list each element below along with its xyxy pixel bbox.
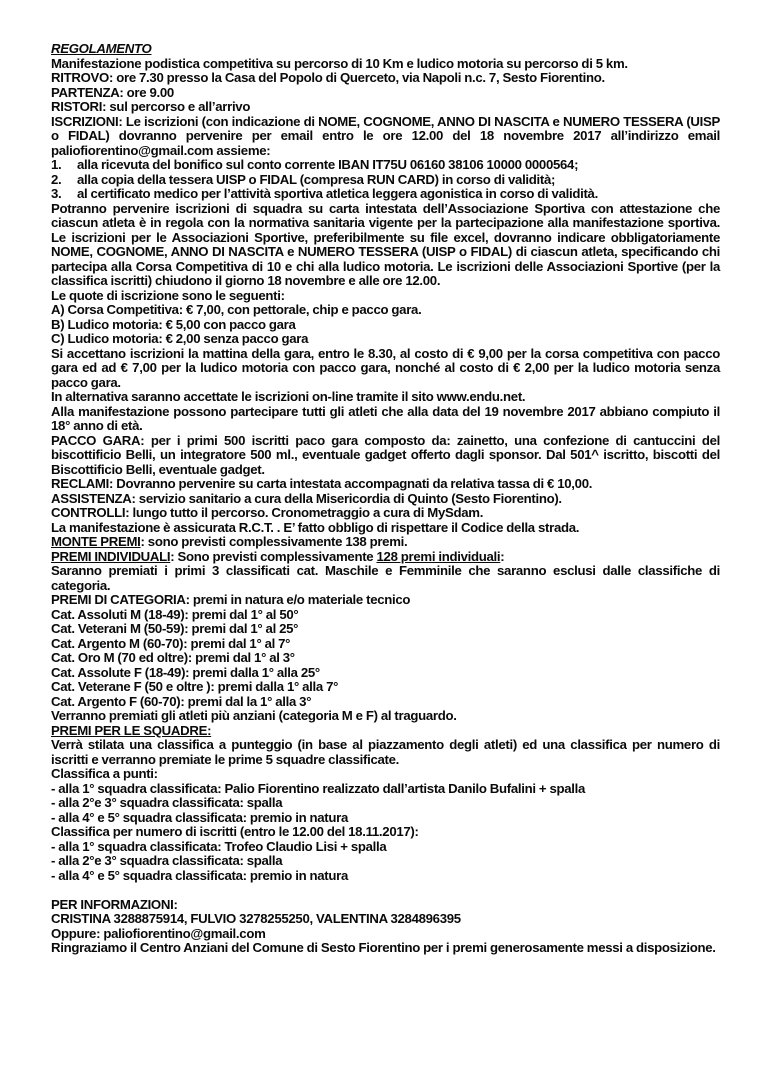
paragraph [51, 115, 720, 159]
paragraph [51, 289, 720, 304]
text-run: alla ricevuta del bonifico sul conto corrente IBAN IT75U 06160 38106 10000 0000564; [77, 157, 579, 172]
list-item [51, 158, 720, 173]
paragraph [51, 854, 720, 869]
text-run: Ringraziamo il Centro Anziani del Comune di Sesto Fiorentino per i premi generosamente messi a disposizione. [51, 940, 716, 955]
document-body [51, 57, 720, 956]
paragraph [51, 550, 720, 565]
paragraph [51, 434, 720, 478]
text-run: Classifica a punti: [51, 766, 158, 781]
text-run: Cat. Argento M (60-70): premi dal 1° al 7° [51, 635, 291, 651]
text-run: : sono previsti complessivamente 138 premi. [140, 534, 408, 549]
paragraph [51, 709, 720, 724]
list-marker: 3. [51, 186, 62, 201]
text-run: - alla 4° e 5° squadra classificata: premio in natura [51, 809, 349, 825]
paragraph [51, 927, 720, 942]
text-run: Classifica per numero di iscritti (entro le 12.00 del 18.11.2017): [51, 824, 419, 839]
text-run: : Sono previsti complessivamente [170, 548, 377, 564]
paragraph [51, 347, 720, 391]
paragraph [51, 637, 720, 652]
text-run: C) Ludico motoria: € 2,00 senza pacco gara [51, 331, 309, 346]
text-run: Verrà stilata una classifica a punteggio (in base al piazzamento degli atleti) ed una classifica per numero di iscritti e verranno premiate le prime 5 squadre classificate. [51, 737, 720, 767]
underlined-text: MONTE PREMI [51, 534, 141, 549]
paragraph [51, 941, 720, 956]
paragraph [51, 898, 720, 913]
text-run: Cat. Oro M (70 ed oltre): premi dal 1° al 3° [51, 650, 295, 665]
paragraph [51, 651, 720, 666]
underlined-text: 128 premi individuali [376, 548, 501, 564]
paragraph [51, 738, 720, 767]
text-run: Cat. Argento F (60-70): premi dal la 1° alla 3° [51, 693, 312, 709]
text-run: Oppure: paliofiorentino@gmail.com [51, 925, 266, 941]
paragraph [51, 608, 720, 623]
text-run: - alla 1° squadra classificata: Palio Fiorentino realizzato dall’artista Danilo Bufalini + spalla [51, 780, 586, 796]
list-marker: 1. [51, 157, 62, 172]
text-run: Potranno pervenire iscrizioni di squadra su carta intestata dell’Associazione Sportiva con attestazione che ciascun atleta è in regola con la normativa sanitaria vigente per la partecipazione alla manifestazione sportiva. Le iscrizioni per le Associazioni Sportive, preferibilmente su file excel, dovranno indicare obbligatoriamente NOME, COGNOME, ANNO DI NASCITA e NUMERO TESSERA (UISP o FIDAL) di ciascun atleta, specificando chi partecipa alla Corsa Competitiva di 10 e chi alla ludico motoria. Le iscrizioni delle Associazioni Sportive (per la classifica iscritti) chiudono il giorno 18 novembre e alle ore 12.00. [51, 200, 720, 288]
text-run: Cat. Veterane F (50 e oltre ): premi dalla 1° alla 7° [51, 679, 339, 694]
paragraph [51, 202, 720, 289]
text-run: La manifestazione è assicurata R.C.T. . E’ fatto obbligo di rispettare il Codice della strada. [51, 519, 580, 535]
paragraph [51, 782, 720, 797]
text-run: ISCRIZIONI: Le iscrizioni (con indicazione di NOME, COGNOME, ANNO DI NASCITA e NUMERO TESSERA (UISP o FIDAL) dovranno pervenire per email entro le ore 12.00 del 18 novembre 2017 all’indirizzo email paliofiorentino@gmail.com assieme: [51, 113, 720, 158]
text-run: alla copia della tessera UISP o FIDAL (compresa RUN CARD) in corso di validità; [77, 171, 556, 187]
list-item-text [77, 187, 720, 202]
paragraph [51, 680, 720, 695]
paragraph [51, 811, 720, 826]
text-run: Verranno premiati gli atleti più anziani (categoria M e F) al traguardo. [51, 708, 457, 723]
list-item [51, 187, 720, 202]
blank-line [51, 883, 720, 898]
text-run: RECLAMI: Dovranno pervenire su carta intestata accompagnati da relativa tassa di € 10,00. [51, 476, 593, 491]
document-content [51, 42, 720, 956]
text-run: Cat. Veterani M (50-59): premi dal 1° al 25° [51, 621, 299, 636]
text-run: PARTENZA: ore 9.00 [51, 84, 174, 100]
text-run: PREMI DI CATEGORIA: premi in natura e/o materiale tecnico [51, 592, 411, 607]
paragraph [51, 840, 720, 855]
paragraph [51, 869, 720, 884]
text-run: Si accettano iscrizioni la mattina della gara, entro le 8.30, al costo di € 9,00 per la corsa competitiva con pacco gara ed ad € 7,00 per la ludico motoria con pacco gara, nonché al costo di € 2,00 per la ludico motoria senza pacco gara. [51, 345, 720, 390]
text-run: Cat. Assolute F (18-49): premi dalla 1° alla 25° [51, 664, 320, 680]
paragraph [51, 86, 720, 101]
text-run: - alla 4° e 5° squadra classificata: premio in natura [51, 867, 349, 883]
paragraph [51, 796, 720, 811]
paragraph [51, 506, 720, 521]
text-run: al certificato medico per l’attività sportiva atletica leggera agonistica in corso di validità. [77, 186, 598, 201]
text-run: Alla manifestazione possono partecipare tutti gli atleti che alla data del 19 novembre 2017 abbiano compiuto il 18° anno di età. [51, 403, 720, 433]
paragraph [51, 390, 720, 405]
paragraph [51, 912, 720, 927]
text-run: - alla 2°e 3° squadra classificata: spalla [51, 853, 283, 868]
paragraph [51, 477, 720, 492]
paragraph [51, 666, 720, 681]
text-run: CRISTINA 3288875914, FULVIO 3278255250, VALENTINA 3284896395 [51, 911, 461, 926]
text-run: PACCO GARA: per i primi 500 iscritti paco gara composto da: zainetto, una confezione di cantuccini del biscottificio Belli, un integratore 500 ml., eventuale gadget offerto dagli sponsor. Dal 501^ iscritto, biscotti del Biscottificio Belli, eventuale gadget. [51, 432, 720, 477]
text-run: Cat. Assoluti M (18-49): premi dal 1° al 50° [51, 606, 299, 622]
paragraph [51, 767, 720, 782]
text-run: Saranno premiati i primi 3 classificati cat. Maschile e Femminile che saranno esclusi dalle classifiche di categoria. [51, 563, 720, 593]
list-item-text [77, 158, 720, 173]
text-run: CONTROLLI: lungo tutto il percorso. Cronometraggio a cura di MySdam. [51, 505, 484, 520]
paragraph [51, 57, 720, 72]
text-run: RITROVO: ore 7.30 presso la Casa del Popolo di Querceto, via Napoli n.c. 7, Sesto Fiorentino. [51, 70, 605, 85]
paragraph [51, 100, 720, 115]
underlined-text: PREMI INDIVIDUALI [51, 548, 171, 564]
text-run: - alla 1° squadra classificata: Trofeo Claudio Lisi + spalla [51, 838, 387, 854]
text-run: Manifestazione podistica competitiva su percorso di 10 Km e ludico motoria su percorso di 5 km. [51, 55, 628, 71]
paragraph [51, 593, 720, 608]
paragraph [51, 303, 720, 318]
paragraph [51, 318, 720, 333]
list-item-text [77, 173, 720, 188]
paragraph [51, 564, 720, 593]
paragraph [51, 724, 720, 739]
paragraph [51, 71, 720, 86]
paragraph [51, 695, 720, 710]
text-run: In alternativa saranno accettate le iscrizioni on-line tramite il sito www.endu.net. [51, 389, 526, 404]
paragraph [51, 405, 720, 434]
text-run: RISTORI: sul percorso e all’arrivo [51, 99, 251, 114]
list-marker: 2. [51, 171, 62, 187]
document-title: REGOLAMENTO [51, 41, 152, 56]
paragraph [51, 332, 720, 347]
text-run: ASSISTENZA: servizio sanitario a cura della Misericordia di Quinto (Sesto Fiorentino). [51, 490, 562, 506]
paragraph [51, 492, 720, 507]
text-run: PER INFORMAZIONI: [51, 896, 178, 912]
text-run: A) Corsa Competitiva: € 7,00, con pettorale, chip e pacco gara. [51, 302, 422, 317]
text-run: B) Ludico motoria: € 5,00 con pacco gara [51, 316, 296, 332]
text-run: : [500, 548, 505, 564]
list-item [51, 173, 720, 188]
paragraph [51, 622, 720, 637]
underlined-text: PREMI PER LE SQUADRE: [51, 722, 212, 738]
paragraph [51, 535, 720, 550]
paragraph [51, 825, 720, 840]
paragraph [51, 521, 720, 536]
text-run: Le quote di iscrizione sono le seguenti: [51, 287, 285, 303]
text-run: - alla 2°e 3° squadra classificata: spalla [51, 795, 283, 810]
